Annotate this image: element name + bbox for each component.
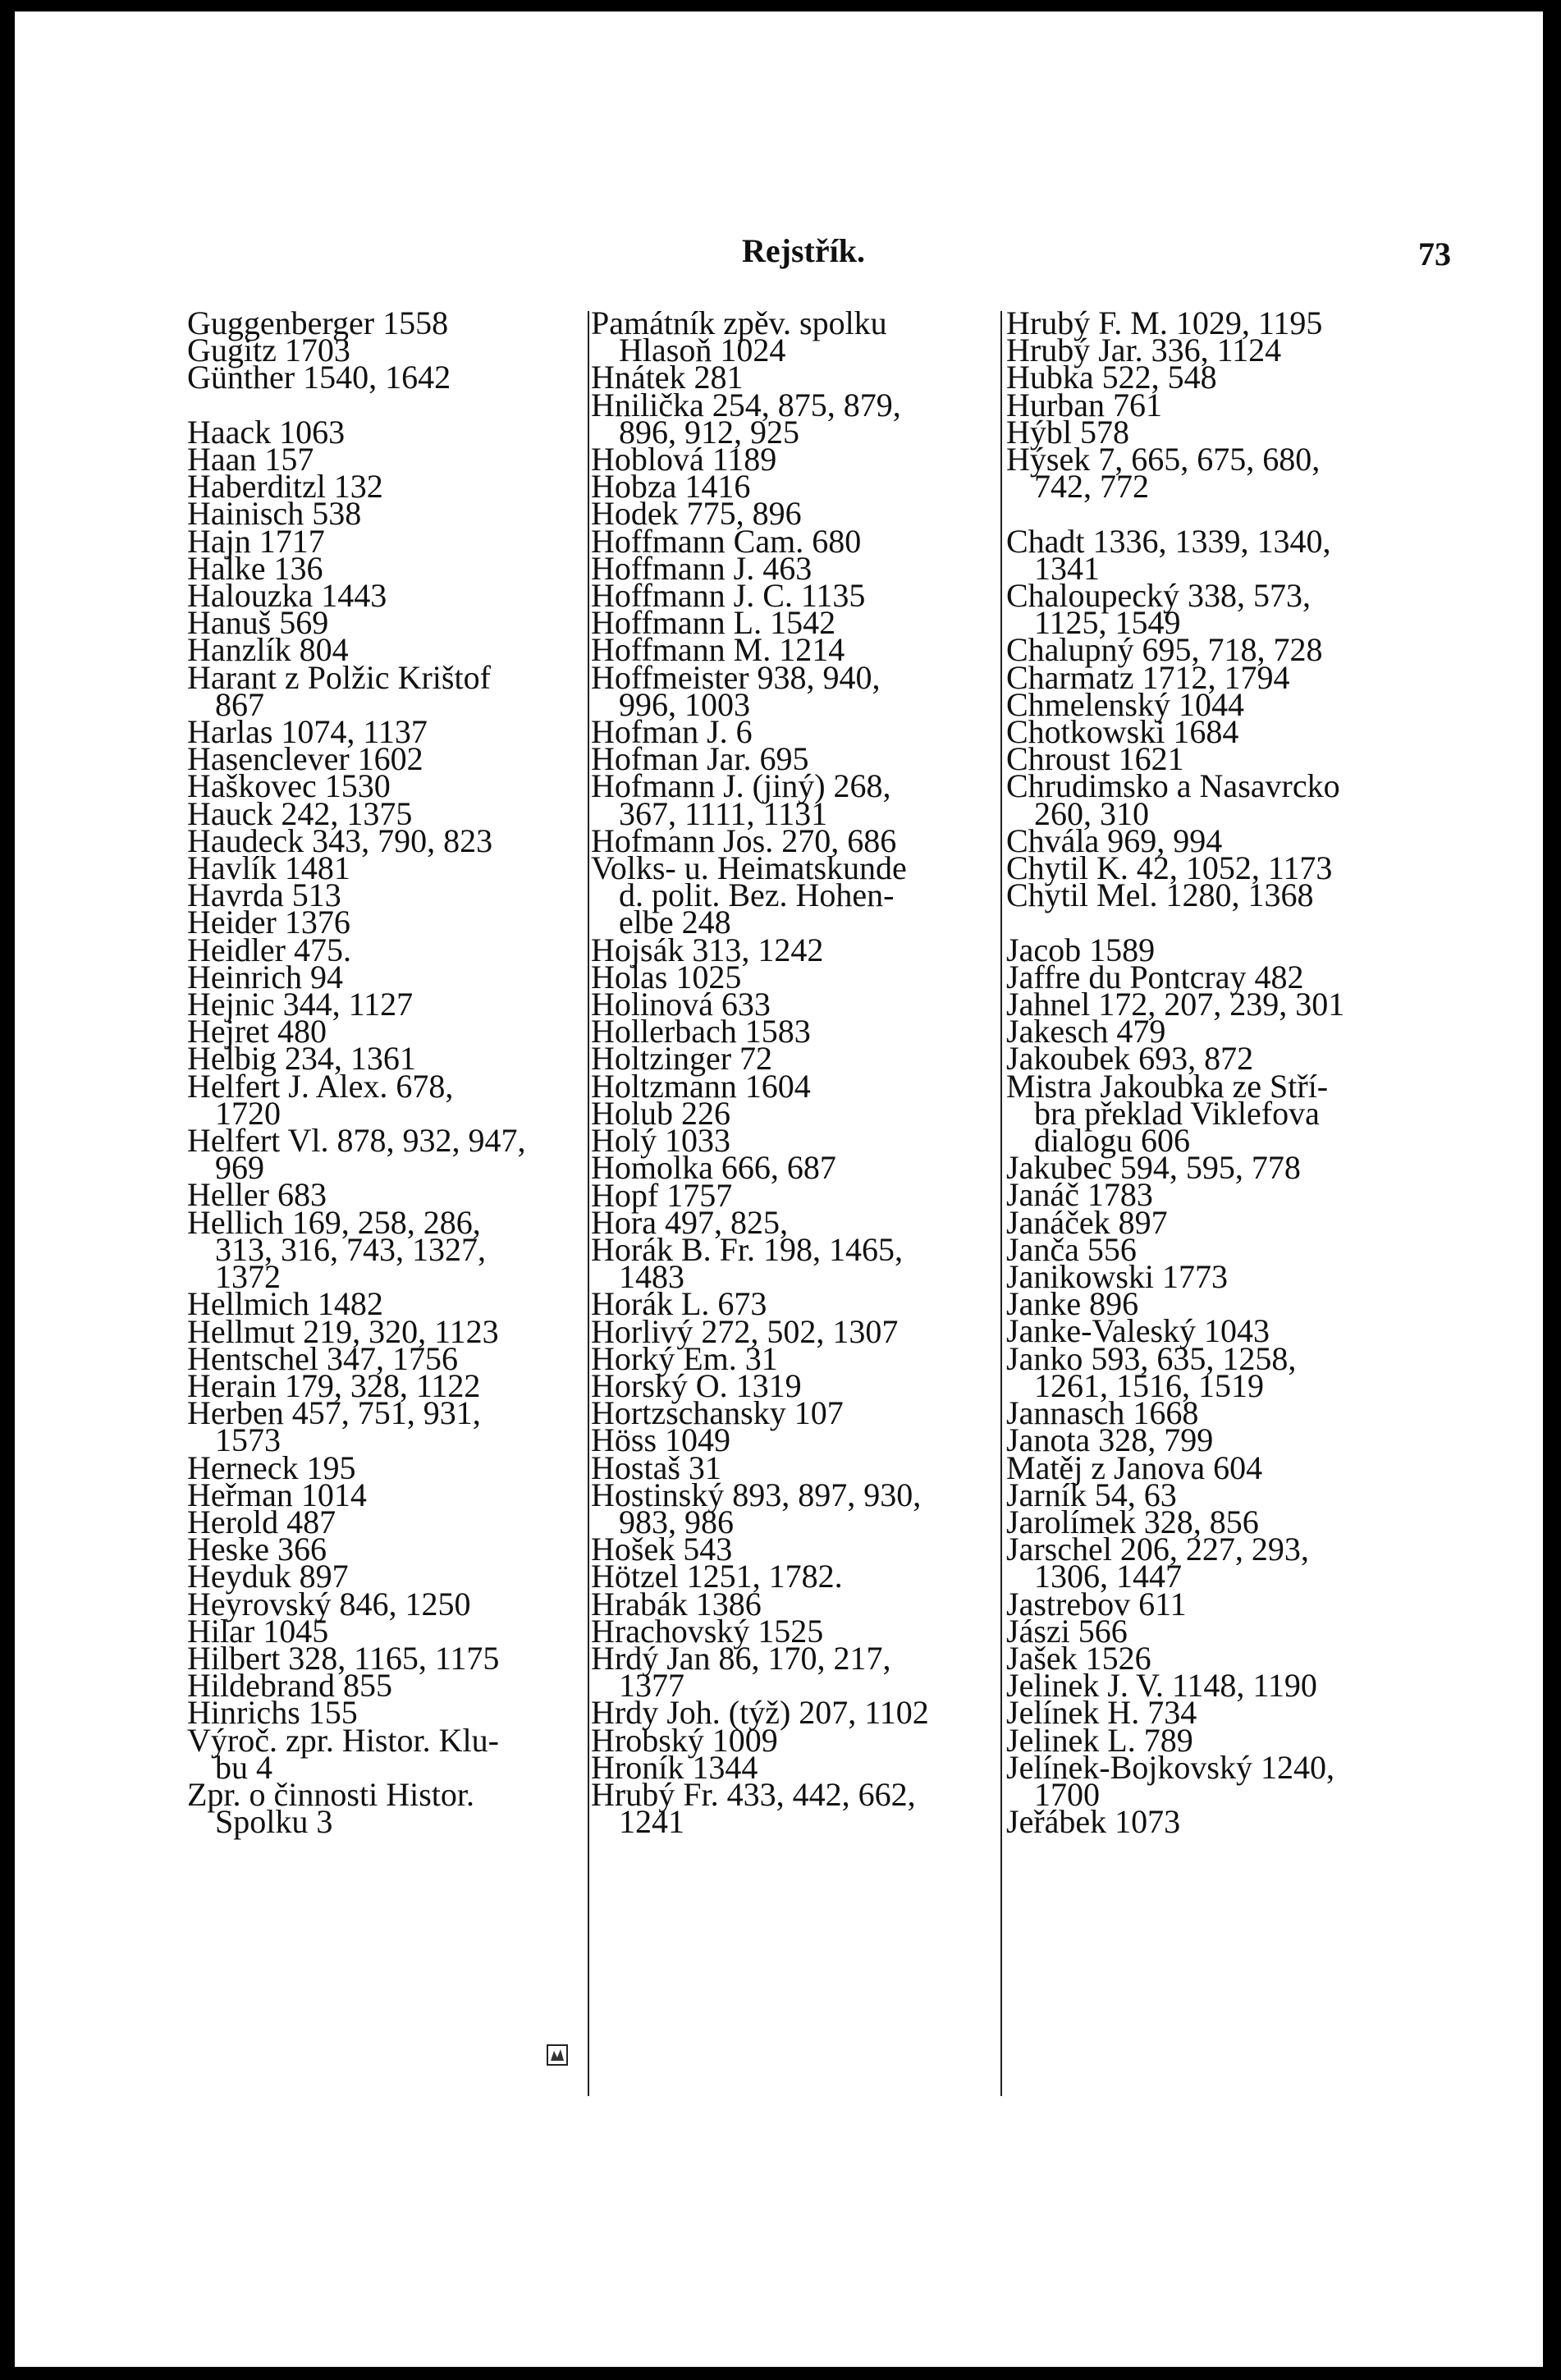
index-entry-continuation: 1377 bbox=[619, 1667, 684, 1705]
index-entry-continuation: 742, 772 bbox=[1034, 468, 1149, 506]
index-entry-continuation: 867 bbox=[215, 685, 264, 723]
index-entry: Horák B. Fr. 198, 1465, bbox=[591, 1230, 903, 1268]
index-entry: Hildebrand 855 bbox=[187, 1667, 392, 1705]
index-entry: Jastrebov 611 bbox=[1006, 1585, 1187, 1623]
index-entry: Chytil K. 42, 1052, 1173 bbox=[1006, 849, 1333, 887]
index-entry-continuation: bra překlad Viklefova bbox=[1034, 1094, 1320, 1132]
index-entry-continuation: dialogu 606 bbox=[1034, 1122, 1190, 1160]
index-entry: Chytil Mel. 1280, 1368 bbox=[1006, 876, 1314, 914]
index-entry: Jašek 1526 bbox=[1006, 1639, 1151, 1677]
index-entry: Herben 457, 751, 931, bbox=[187, 1394, 481, 1432]
index-entry-continuation: 1700 bbox=[1034, 1775, 1100, 1813]
index-entry: Hanuš 569 bbox=[187, 604, 329, 642]
index-entry: Hilbert 328, 1165, 1175 bbox=[187, 1639, 500, 1677]
index-entry: Hoffmann L. 1542 bbox=[591, 604, 836, 642]
index-entry: Havrda 513 bbox=[187, 876, 341, 914]
index-entry-continuation: 367, 1111, 1131 bbox=[619, 794, 828, 832]
page-number: 73 bbox=[1418, 236, 1451, 272]
index-entry-continuation: Spolku 3 bbox=[215, 1803, 333, 1841]
index-entry-continuation: 1573 bbox=[215, 1421, 281, 1459]
index-entry: Hilar 1045 bbox=[187, 1612, 329, 1650]
index-entry: Jászi 566 bbox=[1006, 1612, 1128, 1650]
index-entry: Horlivý 272, 502, 1307 bbox=[591, 1312, 899, 1350]
index-entry: Hýbl 578 bbox=[1006, 413, 1129, 451]
index-entry: Chrudimsko a Nasavrcko bbox=[1006, 767, 1340, 805]
index-entry: Hejnic 344, 1127 bbox=[187, 986, 414, 1023]
index-entry: Jelinek J. V. 1148, 1190 bbox=[1006, 1667, 1317, 1705]
index-entry: Holinová 633 bbox=[591, 986, 771, 1023]
index-entry: Hrdý Jan 86, 170, 217, bbox=[591, 1639, 891, 1677]
index-entry: Heyduk 897 bbox=[187, 1558, 349, 1595]
index-entry: Hollerbach 1583 bbox=[591, 1013, 811, 1050]
index-entry: Helfert J. Alex. 678, bbox=[187, 1067, 454, 1105]
index-entry: Heider 1376 bbox=[187, 904, 350, 941]
index-entry: Hellmich 1482 bbox=[187, 1285, 383, 1323]
index-entry: Hurban 761 bbox=[1006, 386, 1162, 423]
index-entry: Hoffmeister 938, 940, bbox=[591, 658, 881, 696]
index-entry: Haudeck 343, 790, 823 bbox=[187, 822, 493, 859]
index-entry: Holý 1033 bbox=[591, 1122, 730, 1160]
index-entry: Hajn 1717 bbox=[187, 522, 325, 560]
index-entry: Hroník 1344 bbox=[591, 1748, 758, 1786]
index-entry: Výroč. zpr. Histor. Klu- bbox=[187, 1721, 499, 1759]
index-entry: Hrabák 1386 bbox=[591, 1585, 762, 1623]
index-column-2 bbox=[591, 304, 993, 1841]
index-entry-continuation: 260, 310 bbox=[1034, 794, 1149, 832]
index-entry: Hubka 522, 548 bbox=[1006, 359, 1217, 396]
index-entry: Holub 226 bbox=[591, 1094, 730, 1132]
index-entry: Hrubý Fr. 433, 442, 662, bbox=[591, 1775, 916, 1813]
column-divider-left bbox=[588, 311, 589, 2096]
index-entry: Hellmut 219, 320, 1123 bbox=[187, 1312, 499, 1350]
index-entry: Hofmann J. (jiný) 268, bbox=[591, 767, 891, 805]
index-entry: Hrdy Joh. (týž) 207, 1102 bbox=[591, 1694, 929, 1732]
index-entry: Horák L. 673 bbox=[591, 1285, 767, 1323]
index-entry-continuation: 1483 bbox=[619, 1258, 684, 1296]
index-entry: Herain 179, 328, 1122 bbox=[187, 1366, 481, 1404]
index-entry: Holtzmann 1604 bbox=[591, 1067, 811, 1105]
index-entry: Harant z Polžic Krištof bbox=[187, 658, 491, 696]
index-entry: Gugitz 1703 bbox=[187, 332, 350, 369]
index-entry: Jaffre du Pontcray 482 bbox=[1006, 958, 1304, 995]
index-entry: Chmelenský 1044 bbox=[1006, 685, 1244, 723]
index-entry: Haškovec 1530 bbox=[187, 767, 391, 805]
index-entry: Jelínek-Bojkovský 1240, bbox=[1006, 1748, 1334, 1786]
index-entry: Charmatz 1712, 1794 bbox=[1006, 658, 1290, 696]
index-entry-continuation: 1241 bbox=[619, 1803, 684, 1841]
index-entry-continuation: bu 4 bbox=[215, 1748, 272, 1786]
index-entry: Matěj z Janova 604 bbox=[1006, 1449, 1263, 1486]
index-entry-continuation: 1341 bbox=[1034, 549, 1100, 587]
index-entry: Hrubý Jar. 336, 1124 bbox=[1006, 332, 1282, 369]
index-entry: Janke-Valeský 1043 bbox=[1006, 1312, 1270, 1350]
index-entry: Janota 328, 799 bbox=[1006, 1421, 1214, 1459]
index-entry: Hofmann Jos. 270, 686 bbox=[591, 822, 897, 859]
index-entry: Hodek 775, 896 bbox=[591, 495, 802, 533]
index-entry: Haberditzl 132 bbox=[187, 468, 383, 506]
index-entry: Harlas 1074, 1137 bbox=[187, 713, 428, 751]
index-entry: Jahnel 172, 207, 239, 301 bbox=[1006, 986, 1345, 1023]
index-entry-continuation: 313, 316, 743, 1327, bbox=[215, 1230, 486, 1268]
index-entry: Jelinek L. 789 bbox=[1006, 1721, 1193, 1759]
index-entry-continuation: d. polit. Bez. Hohen- bbox=[619, 876, 895, 914]
index-entry: Hofman Jar. 695 bbox=[591, 740, 809, 778]
index-entry: Chaloupecký 338, 573, bbox=[1006, 577, 1312, 615]
index-entry-continuation: 1720 bbox=[215, 1094, 281, 1132]
index-entry: Horský O. 1319 bbox=[591, 1366, 802, 1404]
index-entry: Jarník 54, 63 bbox=[1006, 1476, 1177, 1513]
page-title: Rejstřík. bbox=[742, 232, 865, 269]
index-entry: Haack 1063 bbox=[187, 413, 346, 451]
index-entry: Hasenclever 1602 bbox=[187, 740, 423, 778]
index-entry: Guggenberger 1558 bbox=[187, 304, 449, 341]
index-entry: Jarschel 206, 227, 293, bbox=[1006, 1531, 1309, 1568]
index-entry-continuation: 969 bbox=[215, 1149, 264, 1187]
index-entry: Hejret 480 bbox=[187, 1013, 327, 1050]
index-entry: Heřman 1014 bbox=[187, 1476, 367, 1513]
index-entry: Hošek 543 bbox=[591, 1531, 733, 1568]
index-entry: Hnátek 281 bbox=[591, 359, 744, 396]
index-entry: Hauck 242, 1375 bbox=[187, 794, 413, 832]
index-entry: Hobza 1416 bbox=[591, 468, 751, 506]
index-entry: Chalupný 695, 718, 728 bbox=[1006, 631, 1323, 669]
index-entry: Holas 1025 bbox=[591, 958, 742, 995]
index-entry: Hentschel 347, 1756 bbox=[187, 1339, 458, 1377]
index-entry: Hortzschansky 107 bbox=[591, 1394, 844, 1432]
index-entry: Hoffmann J. C. 1135 bbox=[591, 577, 866, 615]
index-entry: Hötzel 1251, 1782. bbox=[591, 1558, 843, 1595]
index-entry: Jeřábek 1073 bbox=[1006, 1803, 1181, 1841]
index-entry: Volks- u. Heimatskunde bbox=[591, 849, 907, 887]
index-entry: Jarolímek 328, 856 bbox=[1006, 1503, 1259, 1540]
index-entry: Hellich 169, 258, 286, bbox=[187, 1203, 481, 1241]
index-entry-continuation: 983, 986 bbox=[619, 1503, 734, 1540]
index-entry: Havlík 1481 bbox=[187, 849, 350, 887]
index-entry: Hanzlík 804 bbox=[187, 631, 349, 669]
index-entry: Hostaš 31 bbox=[591, 1449, 721, 1486]
index-entry: Chadt 1336, 1339, 1340, bbox=[1006, 522, 1331, 560]
index-entry-continuation: 896, 912, 925 bbox=[619, 413, 799, 451]
index-entry-continuation: 996, 1003 bbox=[619, 685, 750, 723]
index-entry: Heinrich 94 bbox=[187, 958, 343, 995]
index-entry: Hopf 1757 bbox=[591, 1176, 733, 1214]
index-column-1 bbox=[187, 304, 585, 1841]
index-entry-continuation: 1372 bbox=[215, 1258, 281, 1296]
index-entry: Jakoubek 693, 872 bbox=[1006, 1040, 1254, 1078]
index-entry: Heske 366 bbox=[187, 1531, 327, 1568]
index-entry: Jacob 1589 bbox=[1006, 931, 1156, 968]
index-entry: Jannasch 1668 bbox=[1006, 1394, 1199, 1432]
index-entry: Höss 1049 bbox=[591, 1421, 731, 1459]
index-entry: Hnilička 254, 875, 879, bbox=[591, 386, 901, 423]
index-entry: Janke 896 bbox=[1006, 1285, 1139, 1323]
index-entry: Hoffmann M. 1214 bbox=[591, 631, 845, 669]
index-entry: Haan 157 bbox=[187, 441, 314, 478]
index-entry: Hainisch 538 bbox=[187, 495, 362, 533]
index-entry: Hinrichs 155 bbox=[187, 1694, 358, 1732]
column-divider-right bbox=[1000, 311, 1002, 2096]
index-entry: Heyrovský 846, 1250 bbox=[187, 1585, 471, 1623]
index-entry: Jelínek H. 734 bbox=[1006, 1694, 1197, 1732]
index-entry: Památník zpěv. spolku bbox=[591, 304, 887, 341]
index-entry: Halouzka 1443 bbox=[187, 577, 387, 615]
index-entry: Herneck 195 bbox=[187, 1449, 356, 1486]
index-entry: Helbig 234, 1361 bbox=[187, 1040, 416, 1078]
index-column-3 bbox=[1006, 304, 1433, 1841]
index-entry-continuation: 1261, 1516, 1519 bbox=[1034, 1366, 1264, 1404]
index-entry: Chroust 1621 bbox=[1006, 740, 1184, 778]
library-stamp-icon bbox=[547, 2044, 568, 2066]
index-entry: Helfert Vl. 878, 932, 947, bbox=[187, 1122, 526, 1160]
index-entry: Holtzinger 72 bbox=[591, 1040, 773, 1078]
index-entry: Hojsák 313, 1242 bbox=[591, 931, 824, 968]
index-entry: Janáč 1783 bbox=[1006, 1176, 1153, 1214]
index-entry: Janko 593, 635, 1258, bbox=[1006, 1339, 1297, 1377]
index-entry: Hofman J. 6 bbox=[591, 713, 753, 751]
index-entry: Mistra Jakoubka ze Stří- bbox=[1006, 1067, 1329, 1105]
index-entry: Hoblová 1189 bbox=[591, 441, 777, 478]
index-entry: Halke 136 bbox=[187, 549, 323, 587]
index-entry: Heller 683 bbox=[187, 1176, 327, 1214]
index-entry: Hostinský 893, 897, 930, bbox=[591, 1476, 922, 1513]
index-entry: Janikowski 1773 bbox=[1006, 1258, 1228, 1296]
index-entry: Günther 1540, 1642 bbox=[187, 359, 451, 396]
index-entry: Janáček 897 bbox=[1006, 1203, 1168, 1241]
index-entry-continuation: 1306, 1447 bbox=[1034, 1558, 1182, 1595]
index-entry: Chotkowski 1684 bbox=[1006, 713, 1239, 751]
index-entry: Hrobský 1009 bbox=[591, 1721, 778, 1759]
index-entry: Herold 487 bbox=[187, 1503, 336, 1540]
index-entry: Heidler 475. bbox=[187, 931, 351, 968]
index-entry: Homolka 666, 687 bbox=[591, 1149, 836, 1187]
index-entry: Chvála 969, 994 bbox=[1006, 822, 1223, 859]
book-page bbox=[15, 11, 1543, 2367]
index-entry: Janča 556 bbox=[1006, 1230, 1137, 1268]
index-entry: Hrubý F. M. 1029, 1195 bbox=[1006, 304, 1323, 341]
index-entry: Zpr. o činnosti Histor. bbox=[187, 1775, 474, 1813]
index-entry: Hora 497, 825, bbox=[591, 1203, 788, 1241]
index-entry: Hoffmann J. 463 bbox=[591, 549, 813, 587]
index-entry-continuation: elbe 248 bbox=[619, 904, 731, 941]
index-entry: Jakesch 479 bbox=[1006, 1013, 1166, 1050]
index-entry-continuation: Hlasoň 1024 bbox=[619, 332, 786, 369]
index-entry: Horký Em. 31 bbox=[591, 1339, 778, 1377]
index-entry-continuation: 1125, 1549 bbox=[1034, 604, 1181, 642]
index-entry: Hýsek 7, 665, 675, 680, bbox=[1006, 441, 1321, 478]
index-entry: Jakubec 594, 595, 778 bbox=[1006, 1149, 1301, 1187]
index-entry: Hrachovský 1525 bbox=[591, 1612, 824, 1650]
index-entry: Hoffmann Cam. 680 bbox=[591, 522, 862, 560]
